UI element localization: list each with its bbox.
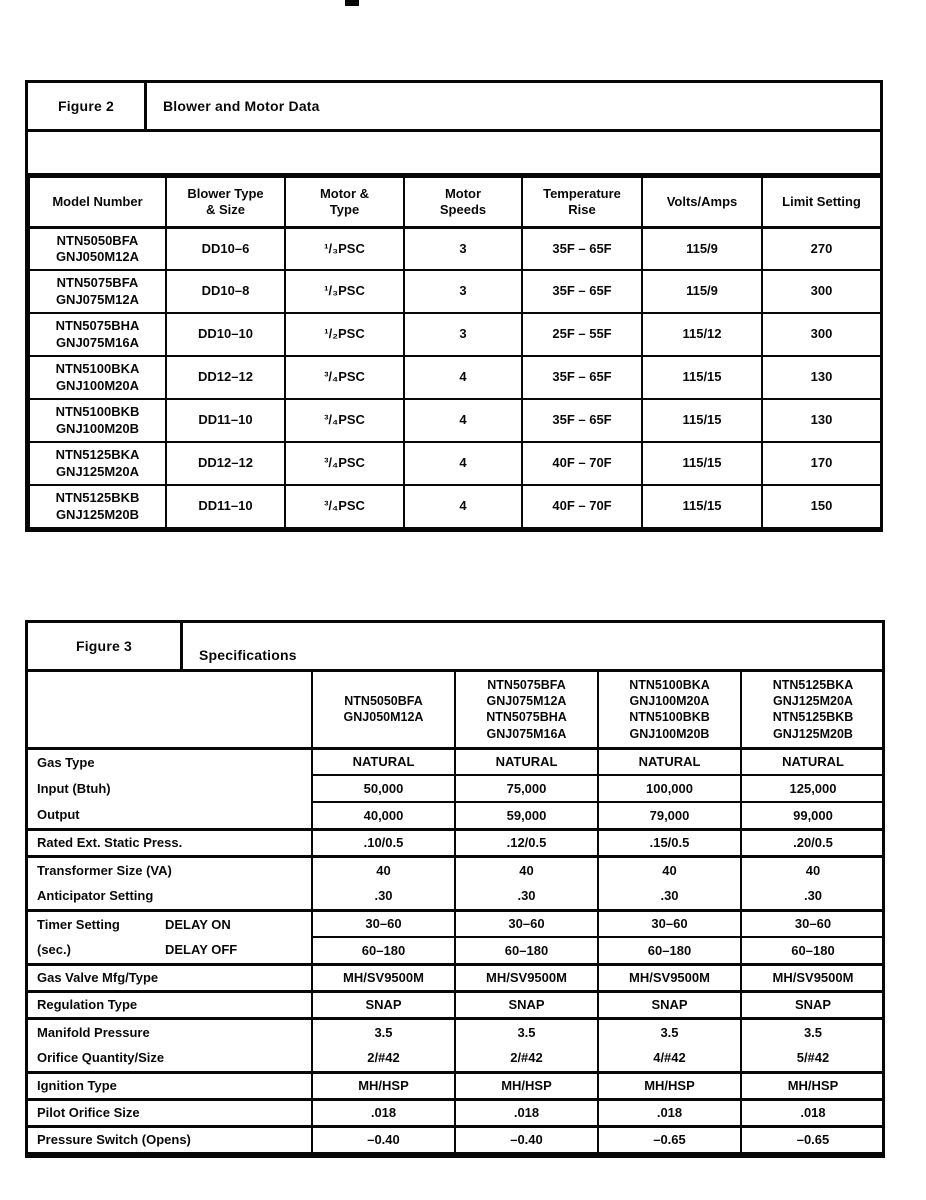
fig2-cell-motor: ¹/₃PSC bbox=[285, 270, 404, 313]
fig3-value-cell: MH/HSP bbox=[598, 1072, 741, 1099]
fig3-value-cell: .018 bbox=[598, 1099, 741, 1126]
fig3-value-cell: 99,000 bbox=[741, 802, 884, 829]
fig3-value-cell: .30 bbox=[312, 883, 455, 910]
fig2-cell-speeds: 3 bbox=[404, 270, 522, 313]
fig3-value-cell: .15/0.5 bbox=[598, 829, 741, 856]
fig3-value-cell: 30–60 bbox=[455, 910, 598, 937]
fig3-model-column-header: NTN5125BKA GNJ125M20A NTN5125BKB GNJ125M20B bbox=[741, 672, 884, 748]
figure2-title: Blower and Motor Data bbox=[163, 98, 320, 114]
fig2-cell-model: NTN5125BKA GNJ125M20A bbox=[29, 442, 166, 485]
table-row bbox=[28, 1126, 884, 1153]
fig2-cell-model: NTN5075BFA GNJ075M12A bbox=[29, 270, 166, 313]
table-row bbox=[28, 1099, 884, 1126]
fig3-value-cell: NATURAL bbox=[455, 748, 598, 775]
fig2-cell-blower: DD10–10 bbox=[166, 313, 285, 356]
fig2-column-header: Motor & Type bbox=[285, 177, 404, 227]
fig2-cell-volts_amps: 115/15 bbox=[642, 399, 762, 442]
table-row bbox=[28, 802, 884, 829]
fig2-cell-model: NTN5075BHA GNJ075M16A bbox=[29, 313, 166, 356]
fig3-value-cell: MH/SV9500M bbox=[455, 964, 598, 991]
fig3-row-label: Rated Ext. Static Press. bbox=[28, 829, 312, 856]
fig3-value-cell: 3.5 bbox=[455, 1018, 598, 1045]
table-row bbox=[29, 442, 881, 485]
fig3-model-column-header: NTN5050BFA GNJ050M12A bbox=[312, 672, 455, 748]
fig2-cell-limit: 170 bbox=[762, 442, 881, 485]
table-row bbox=[29, 399, 881, 442]
table-row bbox=[28, 910, 884, 937]
fig3-value-cell: MH/HSP bbox=[455, 1072, 598, 1099]
fig2-cell-rise: 35F – 65F bbox=[522, 270, 642, 313]
fig3-value-cell: .018 bbox=[312, 1099, 455, 1126]
fig2-column-header: Limit Setting bbox=[762, 177, 881, 227]
fig3-row-label: Manifold Pressure bbox=[37, 1024, 150, 1040]
fig2-cell-model: NTN5100BKB GNJ100M20B bbox=[29, 399, 166, 442]
fig3-row-label: Output bbox=[28, 802, 312, 829]
fig2-cell-motor: ³/₄PSC bbox=[285, 442, 404, 485]
fig2-cell-speeds: 3 bbox=[404, 227, 522, 270]
fig3-value-cell: 60–180 bbox=[312, 937, 455, 964]
fig3-row-label-sub: DELAY ON bbox=[165, 916, 231, 932]
fig3-empty-header bbox=[28, 672, 312, 748]
fig3-value-cell: 3.5 bbox=[741, 1018, 884, 1045]
figure3-title: Specifications bbox=[199, 647, 297, 663]
fig3-value-cell: 59,000 bbox=[455, 802, 598, 829]
fig3-row-label bbox=[28, 910, 312, 937]
fig3-value-cell: 4/#42 bbox=[598, 1045, 741, 1072]
fig2-cell-rise: 25F – 55F bbox=[522, 313, 642, 356]
table-row bbox=[29, 270, 881, 313]
fig3-value-cell: NATURAL bbox=[598, 748, 741, 775]
fig2-header-row bbox=[29, 177, 881, 227]
table-row bbox=[28, 1045, 884, 1072]
fig2-column-header: Blower Type & Size bbox=[166, 177, 285, 227]
fig3-value-cell: –0.65 bbox=[598, 1126, 741, 1153]
fig2-cell-limit: 130 bbox=[762, 399, 881, 442]
fig3-row-label-left: (sec.) bbox=[37, 942, 71, 958]
fig3-header-row bbox=[28, 672, 884, 748]
fig3-row-label: Gas Valve Mfg/Type bbox=[28, 964, 312, 991]
figure2-blower-motor-table bbox=[25, 80, 883, 532]
fig3-model-column-header: NTN5100BKA GNJ100M20A NTN5100BKB GNJ100M20B bbox=[598, 672, 741, 748]
table-row bbox=[28, 856, 884, 883]
fig2-cell-volts_amps: 115/15 bbox=[642, 442, 762, 485]
fig3-row-label: Input (Btuh) bbox=[37, 781, 111, 796]
fig2-column-header: Model Number bbox=[29, 177, 166, 227]
fig3-value-cell: .10/0.5 bbox=[312, 829, 455, 856]
fig2-cell-model: NTN5050BFA GNJ050M12A bbox=[29, 227, 166, 270]
fig3-value-cell: 79,000 bbox=[598, 802, 741, 829]
fig2-cell-motor: ¹/₂PSC bbox=[285, 313, 404, 356]
fig2-cell-rise: 40F – 70F bbox=[522, 442, 642, 485]
table-row bbox=[28, 1072, 884, 1099]
fig3-value-cell: 2/#42 bbox=[312, 1045, 455, 1072]
figure2-blank-band bbox=[28, 132, 880, 176]
fig3-value-cell: 60–180 bbox=[598, 937, 741, 964]
fig3-value-cell: 2/#42 bbox=[455, 1045, 598, 1072]
fig3-value-cell: 40 bbox=[455, 856, 598, 883]
fig3-value-cell: 3.5 bbox=[598, 1018, 741, 1045]
figure2-titlebar bbox=[28, 83, 880, 132]
fig2-cell-motor: ³/₄PSC bbox=[285, 485, 404, 528]
fig2-cell-speeds: 4 bbox=[404, 485, 522, 528]
fig3-value-cell: 40 bbox=[741, 856, 884, 883]
figure3-label: Figure 3 bbox=[28, 623, 183, 669]
fig3-value-cell: .20/0.5 bbox=[741, 829, 884, 856]
table-row bbox=[28, 991, 884, 1018]
fig2-cell-blower: DD10–8 bbox=[166, 270, 285, 313]
fig3-row-label bbox=[28, 937, 312, 964]
table-row bbox=[29, 485, 881, 528]
figure2-label: Figure 2 bbox=[28, 83, 147, 129]
fig2-cell-motor: ³/₄PSC bbox=[285, 356, 404, 399]
fig3-value-cell: MH/SV9500M bbox=[741, 964, 884, 991]
fig3-row-label: Ignition Type bbox=[28, 1072, 312, 1099]
fig3-row-label: Transformer Size (VA) bbox=[37, 862, 172, 878]
fig2-column-header: Temperature Rise bbox=[522, 177, 642, 227]
table-row bbox=[28, 883, 884, 910]
fig2-cell-speeds: 4 bbox=[404, 442, 522, 485]
fig2-cell-speeds: 3 bbox=[404, 313, 522, 356]
fig3-value-cell: .018 bbox=[455, 1099, 598, 1126]
fig3-value-cell: 60–180 bbox=[741, 937, 884, 964]
fig2-cell-blower: DD12–12 bbox=[166, 442, 285, 485]
fig3-value-cell: 40,000 bbox=[312, 802, 455, 829]
fig2-cell-limit: 300 bbox=[762, 313, 881, 356]
fig3-value-cell: 100,000 bbox=[598, 775, 741, 802]
fig3-value-cell: .30 bbox=[741, 883, 884, 910]
fig2-cell-motor: ³/₄PSC bbox=[285, 399, 404, 442]
scan-artifact-mark bbox=[345, 0, 359, 6]
figure3-grid bbox=[28, 672, 884, 1155]
fig3-value-cell: NATURAL bbox=[741, 748, 884, 775]
table-row bbox=[29, 356, 881, 399]
fig3-row-label: Regulation Type bbox=[28, 991, 312, 1018]
fig2-column-header: Volts/Amps bbox=[642, 177, 762, 227]
fig3-value-cell: .30 bbox=[598, 883, 741, 910]
fig2-cell-motor: ¹/₃PSC bbox=[285, 227, 404, 270]
fig2-cell-blower: DD10–6 bbox=[166, 227, 285, 270]
fig2-cell-limit: 130 bbox=[762, 356, 881, 399]
fig3-value-cell: SNAP bbox=[741, 991, 884, 1018]
fig3-value-cell: MH/HSP bbox=[312, 1072, 455, 1099]
fig3-value-cell: –0.40 bbox=[455, 1126, 598, 1153]
fig3-value-cell: 75,000 bbox=[455, 775, 598, 802]
fig2-cell-limit: 270 bbox=[762, 227, 881, 270]
fig3-value-cell: 60–180 bbox=[455, 937, 598, 964]
fig2-cell-rise: 35F – 65F bbox=[522, 399, 642, 442]
fig3-row-label-left: Timer Setting bbox=[37, 916, 120, 932]
fig3-value-cell: –0.40 bbox=[312, 1126, 455, 1153]
fig3-value-cell: 40 bbox=[598, 856, 741, 883]
fig2-cell-rise: 35F – 65F bbox=[522, 356, 642, 399]
fig3-value-cell: 30–60 bbox=[741, 910, 884, 937]
table-row bbox=[28, 1018, 884, 1045]
figure3-titlebar bbox=[28, 623, 882, 672]
figure2-grid bbox=[28, 176, 882, 529]
fig2-cell-blower: DD12–12 bbox=[166, 356, 285, 399]
fig3-row-label: Pilot Orifice Size bbox=[28, 1099, 312, 1126]
table-row bbox=[29, 313, 881, 356]
table-row bbox=[28, 748, 884, 775]
fig3-value-cell: .30 bbox=[455, 883, 598, 910]
fig3-row-label: Anticipator Setting bbox=[28, 883, 312, 910]
fig3-row-label: Gas Type bbox=[37, 754, 95, 770]
fig2-cell-blower: DD11–10 bbox=[166, 399, 285, 442]
fig3-value-cell: 50,000 bbox=[312, 775, 455, 802]
fig3-row-label: Pressure Switch (Opens) bbox=[28, 1126, 312, 1153]
table-row bbox=[29, 227, 881, 270]
fig3-value-cell: .018 bbox=[741, 1099, 884, 1126]
fig2-cell-volts_amps: 115/9 bbox=[642, 270, 762, 313]
fig3-value-cell: 125,000 bbox=[741, 775, 884, 802]
table-row bbox=[28, 775, 884, 802]
fig2-cell-rise: 40F – 70F bbox=[522, 485, 642, 528]
fig2-cell-speeds: 4 bbox=[404, 356, 522, 399]
fig3-value-cell: 5/#42 bbox=[741, 1045, 884, 1072]
fig2-cell-volts_amps: 115/15 bbox=[642, 356, 762, 399]
fig3-value-cell: 30–60 bbox=[312, 910, 455, 937]
fig3-value-cell: 40 bbox=[312, 856, 455, 883]
fig2-cell-limit: 150 bbox=[762, 485, 881, 528]
fig3-value-cell: MH/SV9500M bbox=[598, 964, 741, 991]
fig3-value-cell: 30–60 bbox=[598, 910, 741, 937]
fig2-cell-blower: DD11–10 bbox=[166, 485, 285, 528]
fig2-cell-volts_amps: 115/9 bbox=[642, 227, 762, 270]
fig3-value-cell: –0.65 bbox=[741, 1126, 884, 1153]
fig3-value-cell: MH/SV9500M bbox=[312, 964, 455, 991]
fig2-cell-model: NTN5100BKA GNJ100M20A bbox=[29, 356, 166, 399]
fig3-row-label-sub: DELAY OFF bbox=[165, 942, 238, 958]
fig2-column-header: Motor Speeds bbox=[404, 177, 522, 227]
fig3-row-label: Orifice Quantity/Size bbox=[28, 1045, 312, 1072]
figure3-specifications-table bbox=[25, 620, 885, 1158]
fig3-value-cell: MH/HSP bbox=[741, 1072, 884, 1099]
fig3-value-cell: SNAP bbox=[598, 991, 741, 1018]
fig3-model-column-header: NTN5075BFA GNJ075M12A NTN5075BHA GNJ075M16A bbox=[455, 672, 598, 748]
fig3-value-cell: NATURAL bbox=[312, 748, 455, 775]
table-row bbox=[28, 964, 884, 991]
fig3-value-cell: .12/0.5 bbox=[455, 829, 598, 856]
fig3-value-cell: 3.5 bbox=[312, 1018, 455, 1045]
fig2-cell-limit: 300 bbox=[762, 270, 881, 313]
fig2-cell-volts_amps: 115/12 bbox=[642, 313, 762, 356]
fig3-value-cell: SNAP bbox=[455, 991, 598, 1018]
fig2-cell-speeds: 4 bbox=[404, 399, 522, 442]
table-row bbox=[28, 829, 884, 856]
fig2-cell-rise: 35F – 65F bbox=[522, 227, 642, 270]
fig3-value-cell: SNAP bbox=[312, 991, 455, 1018]
table-row bbox=[28, 937, 884, 964]
fig2-cell-volts_amps: 115/15 bbox=[642, 485, 762, 528]
fig2-cell-model: NTN5125BKB GNJ125M20B bbox=[29, 485, 166, 528]
